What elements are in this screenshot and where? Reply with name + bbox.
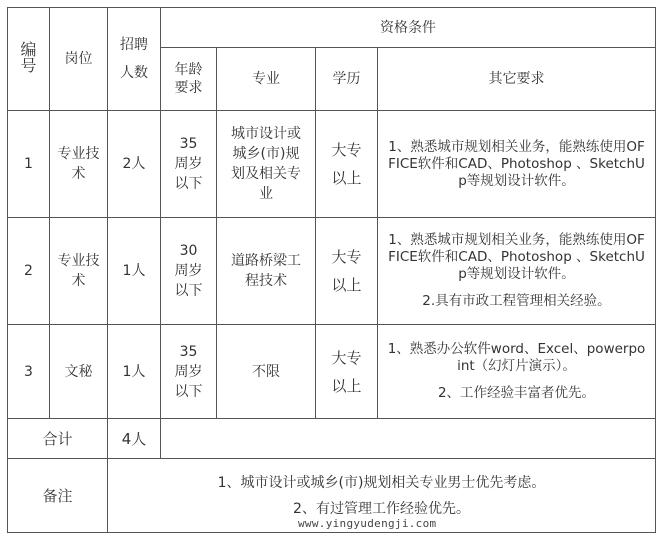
header-major: 专业 — [217, 48, 316, 111]
requirement-text: 2.具有市政工程管理相关经验。 — [422, 293, 611, 309]
remarks-label: 备注 — [8, 459, 108, 533]
row-requirements — [378, 218, 656, 325]
row-major: 不限 — [217, 325, 316, 419]
row-id: 1 — [8, 111, 50, 218]
table-row — [8, 218, 656, 325]
table-row — [8, 325, 656, 419]
row-id: 2 — [8, 218, 50, 325]
row-id: 3 — [8, 325, 50, 419]
total-label: 合计 — [8, 419, 108, 459]
header-count: 招聘人数 — [108, 8, 161, 111]
row-requirements — [378, 325, 656, 419]
row-age: 35周岁以下 — [161, 111, 217, 218]
row-education: 大专以上 — [316, 218, 378, 325]
requirement-text: 1、熟悉城市规划相关业务，能熟练使用OFFICE软件和CAD、Photoshop 、SketchUp等规划设计软件。 — [388, 232, 645, 282]
row-count: 1人 — [108, 218, 161, 325]
remark-text: 2、有过管理工作经验优先。 — [293, 500, 470, 517]
watermark: www.yingyudengji.com — [298, 517, 437, 530]
row-position: 专业技术 — [50, 111, 108, 218]
row-major: 道路桥梁工程技术 — [217, 218, 316, 325]
row-major: 城市设计或城乡(市)规划及相关专业 — [217, 111, 316, 218]
row-position: 专业技术 — [50, 218, 108, 325]
requirement-text: 2、工作经验丰富者优先。 — [437, 385, 596, 401]
total-empty — [161, 419, 656, 459]
row-education: 大专以上 — [316, 325, 378, 419]
row-age: 30周岁以下 — [161, 218, 217, 325]
row-position: 文秘 — [50, 325, 108, 419]
header-education: 学历 — [316, 48, 378, 111]
table-row — [8, 111, 656, 218]
row-age: 35周岁以下 — [161, 325, 217, 419]
remark-text: 1、城市设计或城乡(市)规划相关专业男士优先考虑。 — [217, 474, 546, 491]
header-age: 年龄要求 — [161, 48, 217, 111]
header-position: 岗位 — [50, 8, 108, 111]
header-other: 其它要求 — [378, 48, 656, 111]
row-education: 大专以上 — [316, 111, 378, 218]
row-count: 1人 — [108, 325, 161, 419]
recruitment-table — [7, 7, 656, 533]
header-qualifications: 资格条件 — [161, 8, 656, 48]
requirement-text: 1、熟悉城市规划相关业务，能熟练使用OFFICE软件和CAD、Photoshop 、SketchUp等规划设计软件。 — [388, 138, 645, 189]
requirement-text: 1、熟悉办公软件word、Excel、powerpoint（幻灯片演示）。 — [387, 341, 646, 374]
header-id: 编号 — [8, 8, 50, 111]
total-row — [8, 419, 656, 459]
total-value: 4人 — [108, 419, 161, 459]
row-count: 2人 — [108, 111, 161, 218]
row-requirements — [378, 111, 656, 218]
